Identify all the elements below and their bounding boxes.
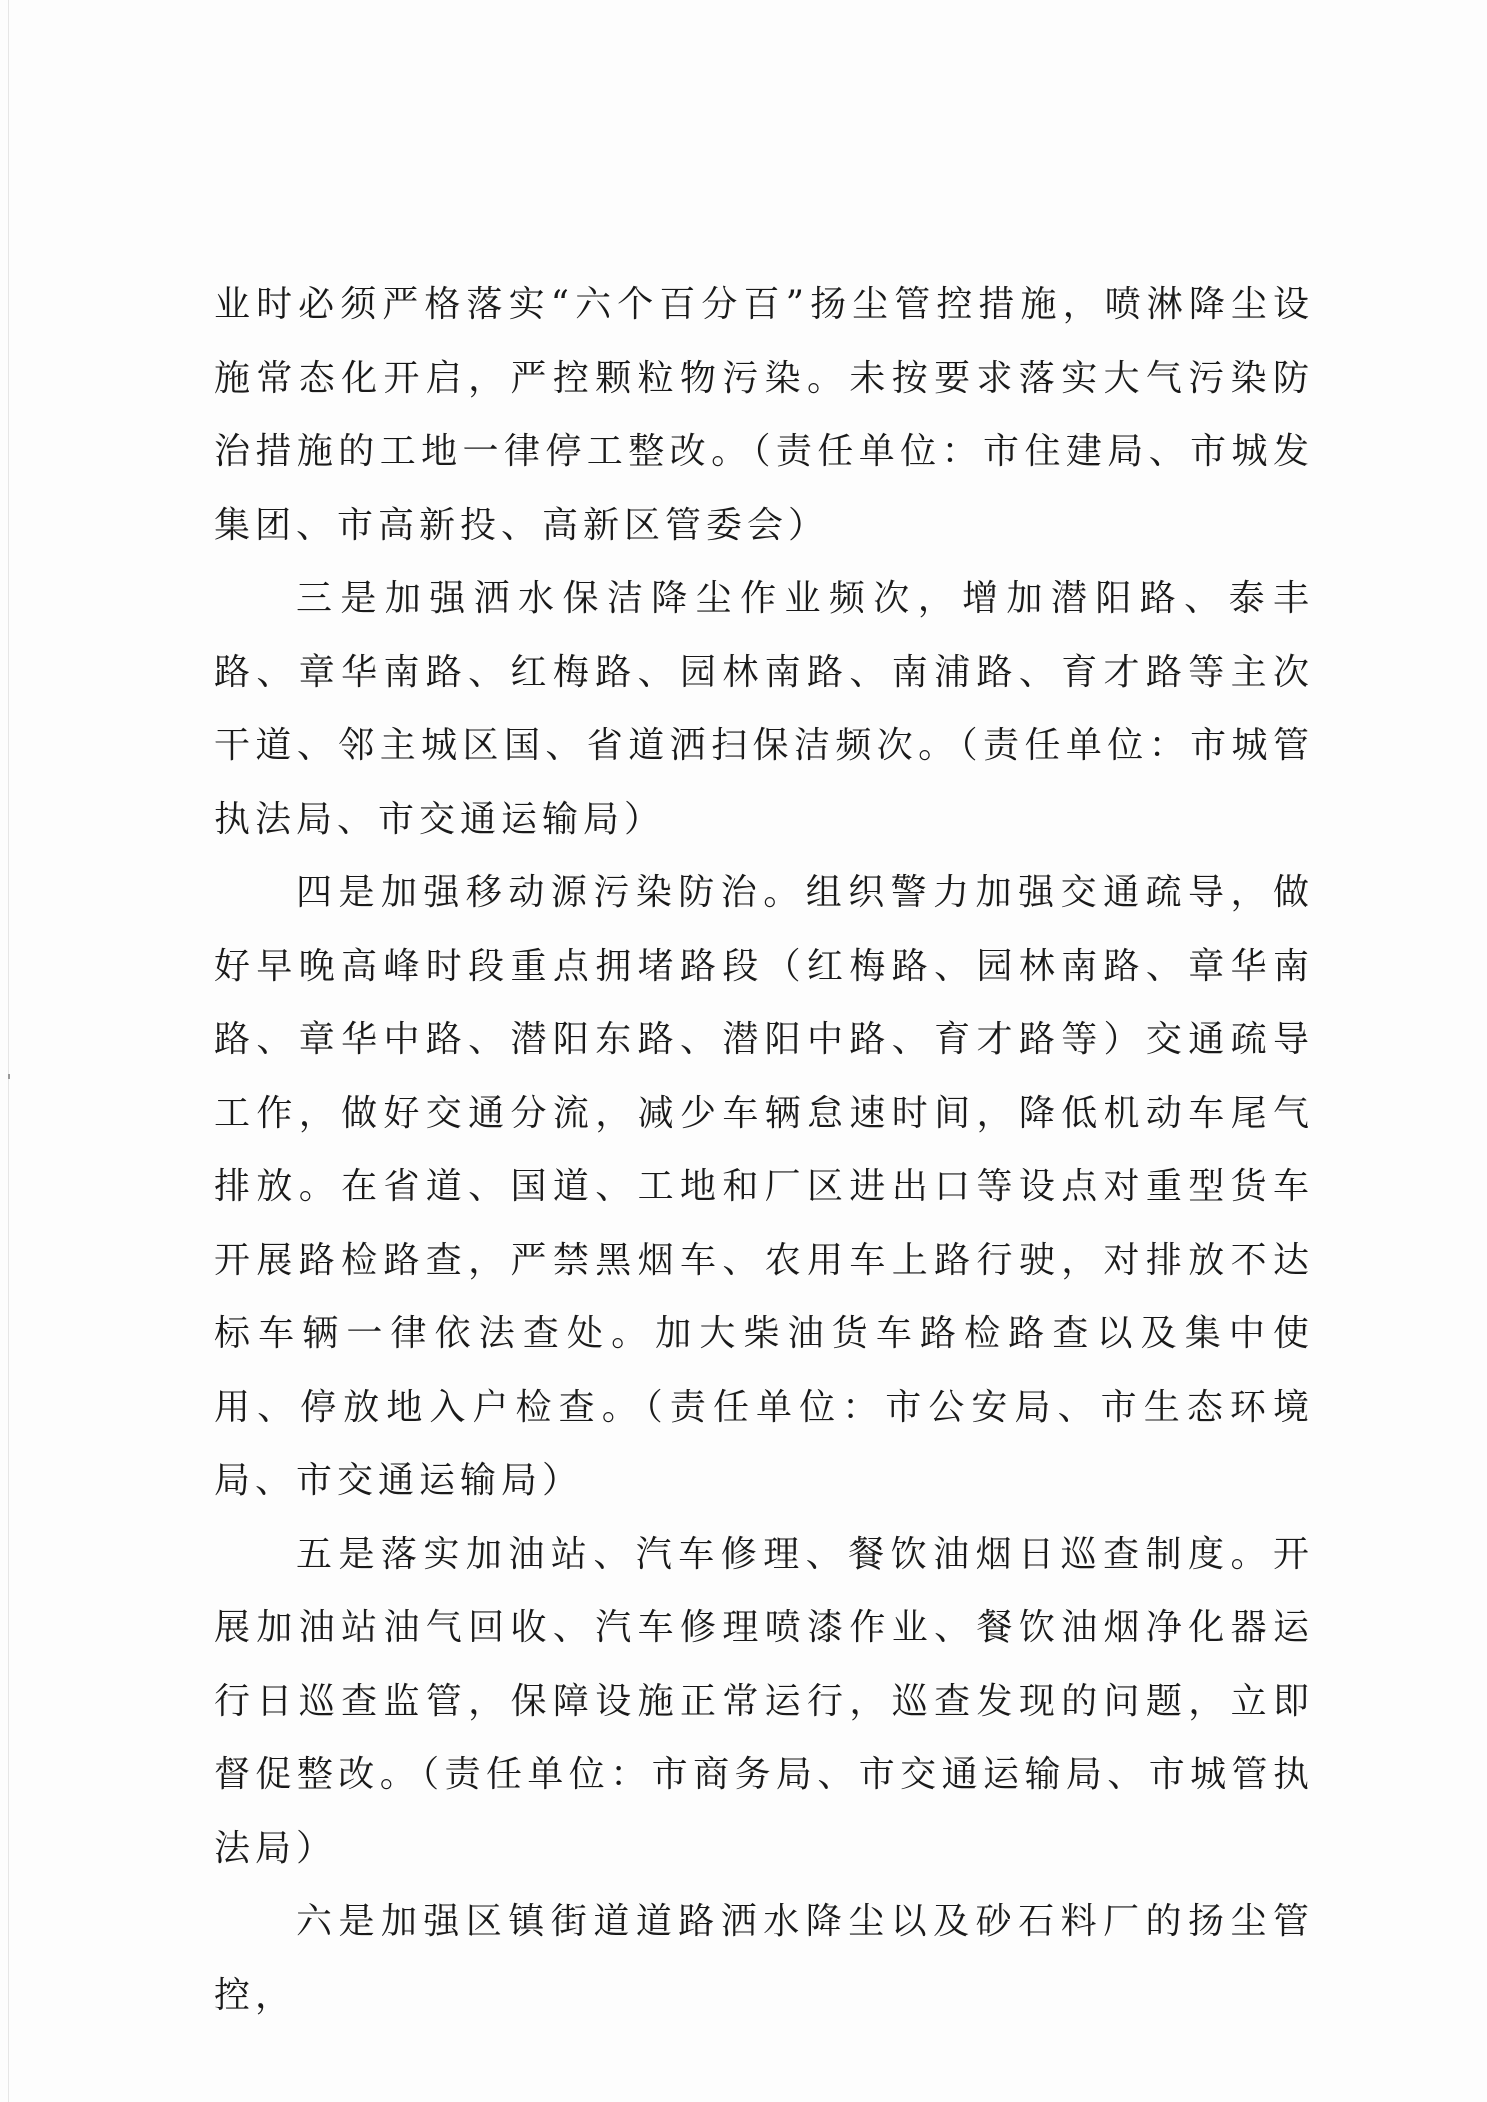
paragraph-item-four: 四是加强移动源污染防治。组织警力加强交通疏导，做好早晚高峰时段重点拥堵路段（红梅路、园林南路、章华南路、章华中路、潜阳东路、潜阳中路、育才路等）交通疏导工作，做好交通分流，减少车辆怠速时间，降低机动车尾气排放。在省道、国道、工地和厂区进出口等设点对重型货车开展路检路查，严禁黑烟车、农用车上路行驶，对排放不达标车辆一律依法查处。加大柴油货车路检路查以及集中使用、停放地入户检查。（责任单位：市公安局、市生态环境局、市交通运输局） — [214, 872, 1314, 1501]
scan-mark — [8, 1074, 10, 1079]
scan-edge-line — [8, 0, 9, 2102]
document-body — [214, 268, 1314, 2032]
paragraph-item-six: 六是加强区镇街道道路洒水降尘以及砂石料厂的扬尘管控， — [214, 1901, 1314, 2016]
paragraph-continued: 业时必须严格落实“六个百分百”扬尘管控措施，喷淋降尘设施常态化开启，严控颗粒物污染。未按要求落实大气污染防治措施的工地一律停工整改。（责任单位：市住建局、市城发集团、市高新投、高新区管委会） — [214, 284, 1314, 546]
paragraph-item-three: 三是加强洒水保洁降尘作业频次，增加潜阳路、泰丰路、章华南路、红梅路、园林南路、南浦路、育才路等主次干道、邻主城区国、省道洒扫保洁频次。（责任单位：市城管执法局、市交通运输局） — [214, 578, 1314, 840]
paragraph-item-five: 五是落实加油站、汽车修理、餐饮油烟日巡查制度。开展加油站油气回收、汽车修理喷漆作业、餐饮油烟净化器运行日巡查监管，保障设施正常运行，巡查发现的问题，立即督促整改。（责任单位：市商务局、市交通运输局、市城管执法局） — [214, 1533, 1314, 1869]
